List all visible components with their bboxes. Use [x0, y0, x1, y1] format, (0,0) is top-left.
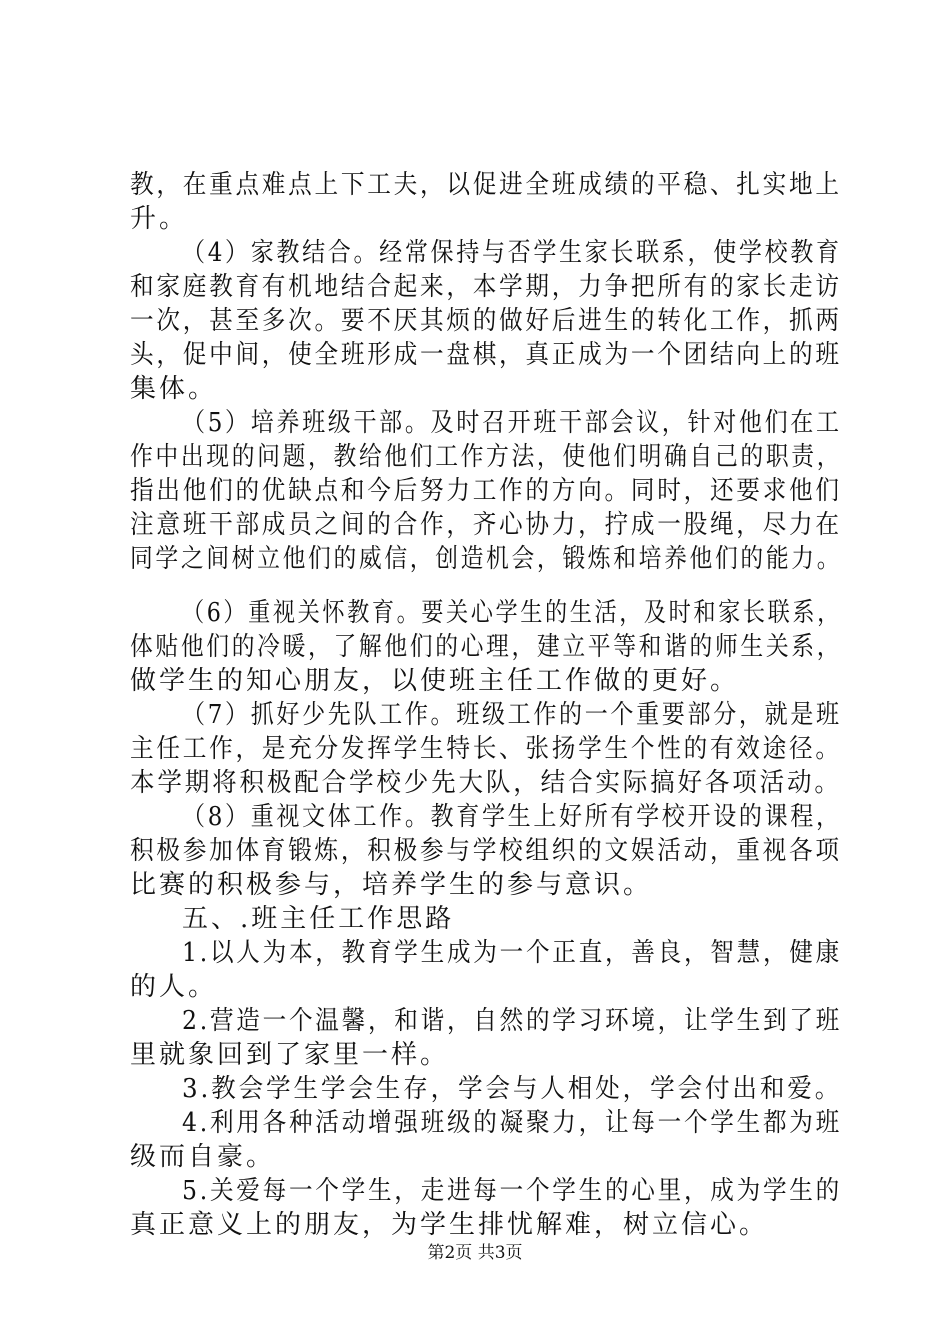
list-item-1-line: 1.以人为本，教育学生成为一个正直，善良，智慧，健康	[182, 938, 842, 968]
list-item-3-line: 3.教会学生学会生存，学会与人相处，学会付出和爱。	[182, 1074, 843, 1104]
list-item-2-line: 里就象回到了家里一样。	[130, 1040, 450, 1070]
list-item-5-line: 真正意义上的朋友，为学生排忧解难，树立信心。	[130, 1210, 769, 1240]
paragraph-5-line: 同学之间树立他们的威信，创造机会，锻炼和培养他们的能力。	[130, 544, 843, 574]
text-line: 升。	[130, 204, 189, 234]
paragraph-4-line: 和家庭教育有机地结合起来，本学期，力争把所有的家长走访	[130, 272, 842, 302]
paragraph-6-line: （6）重视关怀教育。要关心学生的生活，及时和家长联系，	[182, 598, 842, 628]
paragraph-8-line: 比赛的积极参与，培养学生的参与意识。	[130, 870, 653, 900]
paragraph-7-line: 本学期将积极配合学校少先大队，结合实际搞好各项活动。	[130, 768, 842, 798]
paragraph-5-line: 指出他们的优缺点和今后努力工作的方向。同时，还要求他们	[130, 476, 842, 506]
text-line: 教，在重点难点上下工夫，以促进全班成绩的平稳、扎实地上	[130, 170, 842, 200]
section-heading: 五、.班主任工作思路	[182, 904, 455, 934]
list-item-2-line: 2.营造一个温馨，和谐，自然的学习环境，让学生到了班	[182, 1006, 842, 1036]
paragraph-6-line: 做学生的知心朋友，以使班主任工作做的更好。	[130, 666, 740, 696]
list-item-1-line: 的人。	[130, 972, 218, 1002]
paragraph-8-line: （8）重视文体工作。教育学生上好所有学校开设的课程，	[182, 802, 842, 832]
paragraph-7-line: （7）抓好少先队工作。班级工作的一个重要部分，就是班	[182, 700, 842, 730]
list-item-4-line: 级而自豪。	[130, 1142, 276, 1172]
paragraph-7-line: 主任工作，是充分发挥学生特长、张扬学生个性的有效途径。	[130, 734, 842, 764]
paragraph-4-line: （4）家教结合。经常保持与否学生家长联系，使学校教育	[182, 238, 842, 268]
paragraph-6-line: 体贴他们的冷暖，了解他们的心理，建立平等和谐的师生关系，	[130, 632, 843, 662]
list-item-5-line: 5.关爱每一个学生，走进每一个学生的心里，成为学生的	[182, 1176, 842, 1206]
paragraph-4-line: 集体。	[130, 374, 218, 404]
paragraph-5-line: 作中出现的问题，教给他们工作方法，使他们明确自己的职责，	[130, 442, 843, 472]
paragraph-4-line: 一次，甚至多次。要不厌其烦的做好后进生的转化工作，抓两	[130, 306, 842, 336]
list-item-4-line: 4.利用各种活动增强班级的凝聚力，让每一个学生都为班	[182, 1108, 842, 1138]
paragraph-4-line: 头，促中间，使全班形成一盘棋，真正成为一个团结向上的班	[130, 340, 842, 370]
paragraph-5-line: 注意班干部成员之间的合作，齐心协力，拧成一股绳，尽力在	[130, 510, 842, 540]
page-number-footer: 第2页 共3页	[427, 1243, 523, 1263]
paragraph-5-line: （5）培养班级干部。及时召开班干部会议，针对他们在工	[182, 408, 842, 438]
paragraph-8-line: 积极参加体育锻炼，积极参与学校组织的文娱活动，重视各项	[130, 836, 842, 866]
